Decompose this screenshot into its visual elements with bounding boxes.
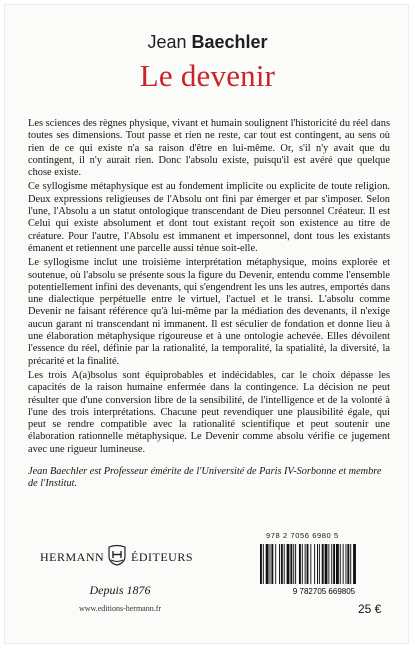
publisher-since: Depuis 1876: [89, 583, 151, 597]
barcode-digits: 9 782705 669805: [292, 587, 356, 596]
barcode-bar: [305, 544, 306, 584]
barcode-bar: [319, 544, 320, 584]
blurb-paragraph-4: Les trois A(a)bsolus sont équiprobables et indécidables, car le choix dépasse les capacités de la raison humaine enfermée dans la contingence. La décision ne peut résulter que d'une conversion libre de la sensibilité, de l'intelligence et de la volonté à l'une des trois interprétations. Chacune peut revendiquer une plausibilité égale, qui peut se rendre compatible avec la rationalité scientifique et peut soutenir une élaboration rationnelle métaphysique. Le Devenir comme absolu vérifie ce jugement avec une rigueur lumineuse.: [28, 369, 390, 455]
blurb-paragraph-3: Le syllogisme inclut une troisième interprétation métaphysique, moins explorée et soutenue, où l'absolu se présente sous la figure du Devenir, entendu comme l'ensemble potentiellement infini des devenants, qui s'engendrent les uns les autres, emportés dans une dialectique perpétuelle entre le virtuel, l'actuel et le transi. L'absolu comme Devenir ne faisant référence qu'à lui-même par la médiation des devenants, il n'exige aucun garant ni transcendant ni immanent. Il est séculier de fondation et donne lieu à une élaboration métaphysique rigoureuse et à une ontologie achevée. Elles dévoilent l'essence du réel, définie par la rationalité, la temporalité, la spatialité, la diversité, la précarité et la finalité.: [28, 257, 390, 367]
barcode-bar: [322, 544, 324, 584]
barcode-bar: [346, 544, 347, 584]
barcode: [254, 542, 394, 596]
barcode-bar: [260, 544, 262, 584]
barcode-bar: [270, 544, 271, 584]
barcode-bar: [340, 544, 341, 584]
barcode-bar: [263, 544, 264, 584]
barcode-bar: [336, 544, 339, 584]
blurb-paragraph-1: Les sciences des règnes physique, vivant et humain soulignent l'historicité du réel dans toutes ses dimensions. Tout passe et rien ne reste, car tout est contingent, au sens où rien de ce qui existe n'a sa raison d'être en lui-même. Or, s'il n'y avait que du contingent, il n'y aurait rien. Donc l'absolu existe, puisqu'il est avéré que quelque chose existe.: [28, 118, 390, 179]
barcode-bar: [299, 544, 301, 584]
barcode-bar: [307, 544, 309, 584]
barcode-bar: [287, 544, 290, 584]
barcode-bar: [271, 544, 273, 584]
barcode-bars: [260, 544, 356, 584]
barcode-bar: [310, 544, 311, 584]
barcode-bar: [350, 544, 351, 584]
publisher-name-left: HERMANN: [40, 550, 105, 564]
barcode-bar: [343, 544, 344, 584]
barcode-bar: [290, 544, 292, 584]
author-first-name: Jean: [147, 32, 187, 52]
barcode-bar: [275, 544, 276, 584]
publisher-name-right: ÉDITEURS: [131, 550, 193, 564]
publisher-emblem-icon: [106, 544, 128, 566]
price: 25 €: [358, 602, 382, 616]
barcode-bar: [333, 544, 335, 584]
barcode-bar: [325, 544, 328, 584]
publisher-website: www.editions-hermann.fr: [78, 604, 162, 613]
barcode-bar: [314, 544, 315, 584]
barcode-bar: [347, 544, 349, 584]
barcode-bar: [328, 544, 329, 584]
blurb-paragraph-2: Ce syllogisme métaphysique est au fondement implicite ou explicite de toute religion. Deux expressions religieuses de l'Absolu ont fini par émerger et par s'imposer. Selon l'une, l'Absolu a un statut ontologique transcendant de Dieu personnel Créateur. Il est Celui qui existe absolument et dont tout existant reçoit son existence au titre de créature. Pour l'autre, l'Absolu est immanent et impersonnel, dont tous les existants émanent et retiennent une parcelle aussi ténue soit-elle.: [28, 181, 390, 254]
barcode-bar: [284, 544, 285, 584]
isbn-label: 978 2 7056 6980 5: [266, 531, 339, 540]
author-name: [0, 32, 415, 53]
publisher-logo: [40, 544, 200, 570]
author-bio: Jean Baechler est Professeur émérite de l'Université de Paris IV-Sorbonne et membre de l'Institut.: [28, 466, 382, 490]
barcode-bar: [295, 544, 296, 584]
barcode-bar: [266, 544, 269, 584]
barcode-bar: [353, 544, 356, 584]
barcode-bar: [279, 544, 280, 584]
barcode-bar: [293, 544, 294, 584]
barcode-bar: [331, 544, 332, 584]
book-title: Le devenir: [139, 58, 276, 93]
barcode-bar: [302, 544, 303, 584]
blurb-text: [28, 118, 390, 458]
author-last-name: Baechler: [191, 32, 268, 52]
barcode-bar: [281, 544, 283, 584]
barcode-bar: [317, 544, 318, 584]
